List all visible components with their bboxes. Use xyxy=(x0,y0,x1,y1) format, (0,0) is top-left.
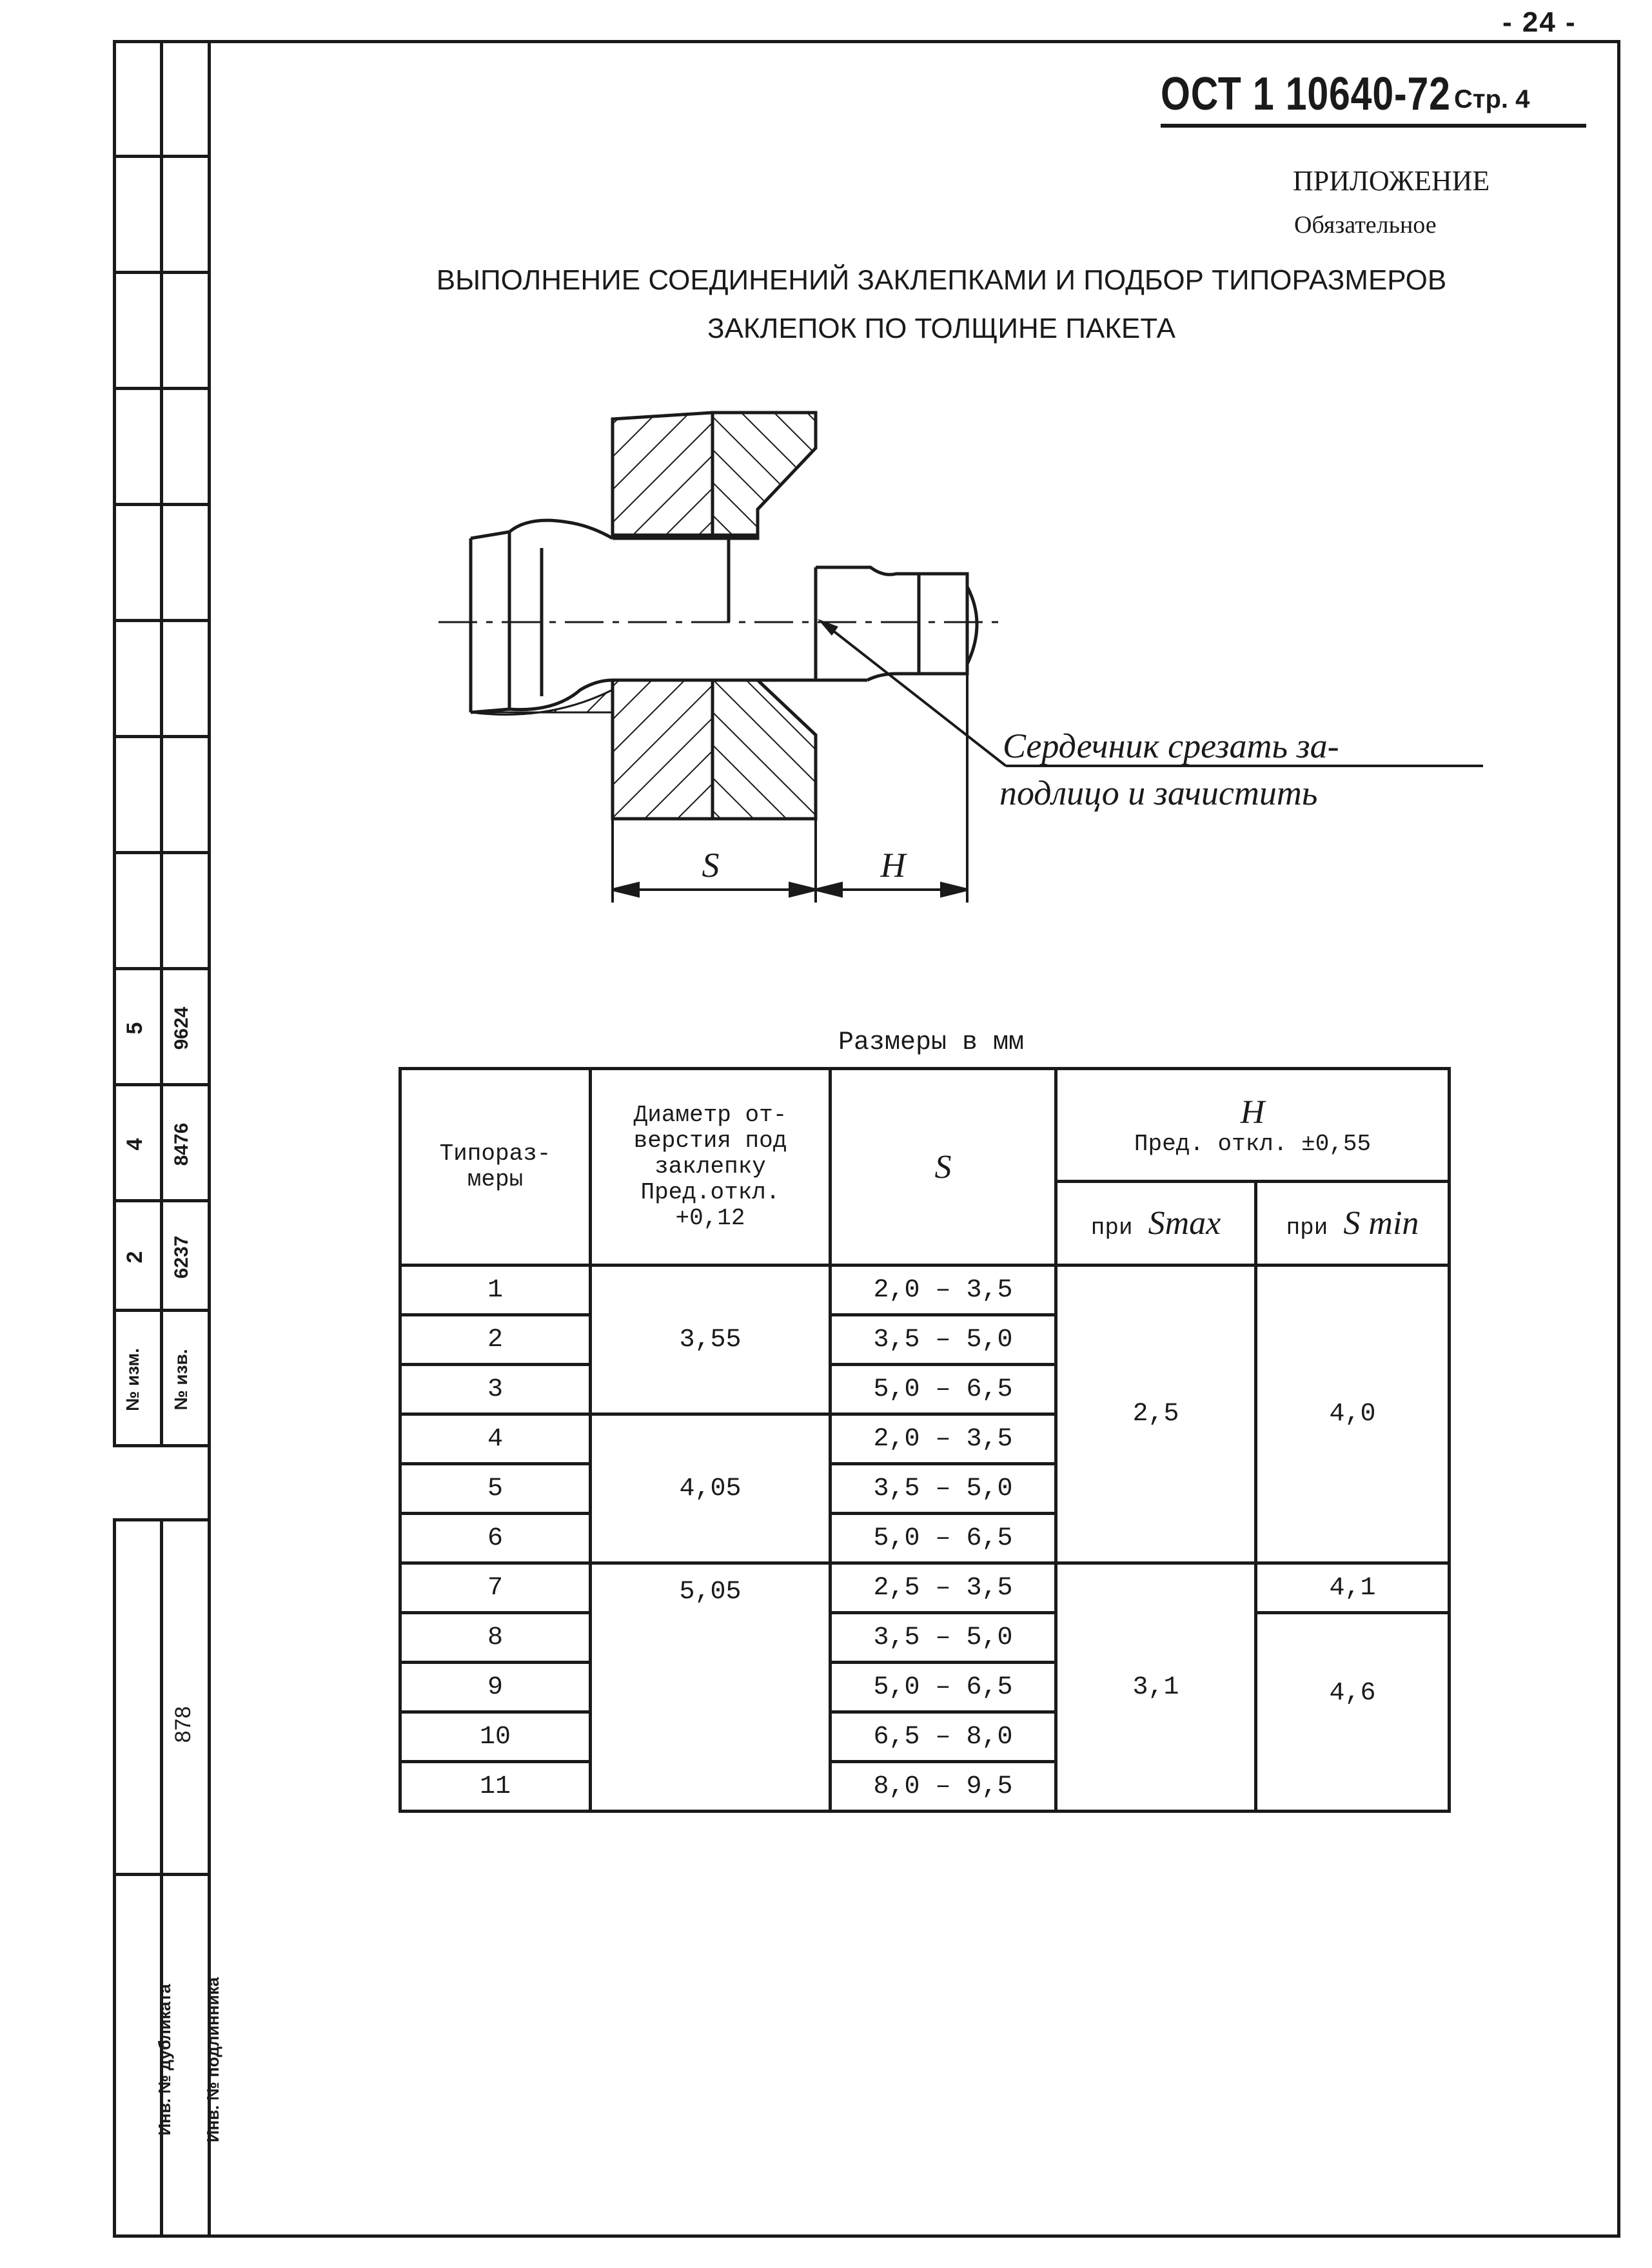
header-at: при xyxy=(1286,1215,1328,1241)
duplicate-label: Инв. № дубликата xyxy=(155,1984,174,2136)
cell-s: 2,0 – 3,5 xyxy=(831,1414,1056,1464)
header-smin: S min xyxy=(1343,1205,1419,1242)
change-no-label: № изм. xyxy=(123,1348,143,1411)
cell-size: 2 xyxy=(400,1315,591,1365)
notice-no-label: № изв. xyxy=(171,1349,191,1411)
header-h-symbol: H xyxy=(1240,1093,1265,1131)
cell-h-smin: 4,0 xyxy=(1256,1266,1450,1563)
cell-s: 5,0 – 6,5 xyxy=(831,1663,1056,1712)
cut-core-note-line2: подлицо и зачистить xyxy=(999,774,1318,812)
dim-h-label: H xyxy=(880,846,906,885)
cell-size: 3 xyxy=(400,1365,591,1414)
page-number: - 24 - xyxy=(1502,6,1577,38)
header-diameter-line: Пред.откл. xyxy=(640,1179,780,1206)
strip-divider xyxy=(113,851,210,854)
cell-h-smax: 2,5 xyxy=(1056,1266,1256,1563)
header-at: при xyxy=(1090,1215,1133,1241)
cell-s: 3,5 – 5,0 xyxy=(831,1315,1056,1365)
frame-right-border xyxy=(1617,40,1620,2237)
notice-value-6237: 6237 xyxy=(171,1235,192,1279)
sheet-left-upper xyxy=(613,413,713,535)
cell-size: 10 xyxy=(400,1712,591,1762)
inventory-value: 878 xyxy=(171,1706,195,1743)
cell-size: 4 xyxy=(400,1414,591,1464)
header-h-smin xyxy=(1256,1182,1450,1266)
strip-line-inner xyxy=(208,40,211,2238)
header-diameter-line: верстия под xyxy=(633,1128,787,1154)
header-diameter-line: заклепку xyxy=(654,1153,766,1180)
cell-size: 8 xyxy=(400,1613,591,1663)
strip-line-outer-upper xyxy=(113,40,116,1445)
header-h-tolerance: Пред. откл. ±0,55 xyxy=(1134,1130,1372,1157)
strip-divider xyxy=(113,1873,210,1876)
cell-size: 9 xyxy=(400,1663,591,1712)
notice-value-9624: 9624 xyxy=(171,1006,192,1050)
header-s: S xyxy=(831,1069,1056,1266)
cell-size: 6 xyxy=(400,1514,591,1563)
title-line-2: ЗАКЛЕПОК ПО ТОЛЩИНЕ ПАКЕТА xyxy=(707,313,1175,344)
strip-divider xyxy=(113,735,210,738)
cell-s: 5,0 – 6,5 xyxy=(831,1365,1056,1414)
title-line-1: ВЫПОЛНЕНИЕ СОЕДИНЕНИЙ ЗАКЛЕПКАМИ И ПОДБОР ТИПОРАЗМЕРОВ xyxy=(436,264,1447,296)
doc-code: ОСТ 1 10640-72 xyxy=(1161,68,1451,120)
header-smax: Smax xyxy=(1148,1205,1221,1242)
sheet-right-lower xyxy=(713,680,816,819)
header-diameter-line: Диаметр от- xyxy=(633,1102,787,1128)
cell-h-smin: 4,6 xyxy=(1256,1613,1450,1812)
strip-divider xyxy=(113,619,210,622)
cut-core-note-line1: Сердечник срезать за- xyxy=(1003,727,1339,765)
cell-s: 5,0 – 6,5 xyxy=(831,1514,1056,1563)
cell-size: 5 xyxy=(400,1464,591,1514)
cell-size: 7 xyxy=(400,1563,591,1613)
cell-s: 3,5 – 5,0 xyxy=(831,1464,1056,1514)
table-row xyxy=(400,1266,1450,1315)
frame-top-border xyxy=(113,40,1620,43)
strip-divider xyxy=(113,503,210,506)
header-h-smax xyxy=(1056,1182,1256,1266)
sheet-right-upper xyxy=(713,413,816,535)
header-diameter xyxy=(591,1069,831,1266)
table-row xyxy=(400,1563,1450,1613)
cell-s: 2,0 – 3,5 xyxy=(831,1266,1056,1315)
header-rule xyxy=(1161,124,1586,128)
col-value-2: 2 xyxy=(123,1251,147,1264)
cell-diameter: 5,05 xyxy=(591,1563,831,1812)
strip-divider xyxy=(113,387,210,390)
sheet-left-lower xyxy=(613,680,713,819)
size-note: Размеры в мм xyxy=(838,1028,1025,1057)
cell-h-smin: 4,1 xyxy=(1256,1563,1450,1613)
header-size: Типораз- меры xyxy=(400,1069,591,1266)
rivet-joint-drawing xyxy=(419,387,1515,922)
original-label: Инв. № подлинника xyxy=(203,1977,222,2143)
appendix-label: ПРИЛОЖЕНИЕ xyxy=(1293,165,1490,197)
header-h xyxy=(1056,1069,1450,1182)
cell-size: 1 xyxy=(400,1266,591,1315)
cell-size: 11 xyxy=(400,1762,591,1812)
col-value-4: 4 xyxy=(123,1138,147,1151)
strip-divider xyxy=(113,1444,210,1447)
rivet-size-table xyxy=(398,1067,1451,1813)
cell-h-smax: 3,1 xyxy=(1056,1563,1256,1812)
cell-s: 2,5 – 3,5 xyxy=(831,1563,1056,1613)
cell-diameter: 3,55 xyxy=(591,1266,831,1414)
cell-s: 8,0 – 9,5 xyxy=(831,1762,1056,1812)
appendix-type: Обязательное xyxy=(1294,211,1437,239)
strip-line-outer-lower xyxy=(113,1518,116,2238)
table-row xyxy=(400,1613,1450,1663)
cell-diameter: 4,05 xyxy=(591,1414,831,1563)
strip-line-mid-upper xyxy=(160,40,163,1445)
notice-value-8476: 8476 xyxy=(171,1122,192,1166)
dim-s-label: S xyxy=(702,846,720,885)
cell-s: 3,5 – 5,0 xyxy=(831,1613,1056,1663)
frame-bottom-border xyxy=(113,2234,1620,2238)
col-value-5: 5 xyxy=(123,1022,147,1035)
header-diameter-line: +0,12 xyxy=(675,1205,745,1231)
cell-s: 6,5 – 8,0 xyxy=(831,1712,1056,1762)
strip-divider xyxy=(113,155,210,158)
page-label: Стр. 4 xyxy=(1454,85,1530,113)
